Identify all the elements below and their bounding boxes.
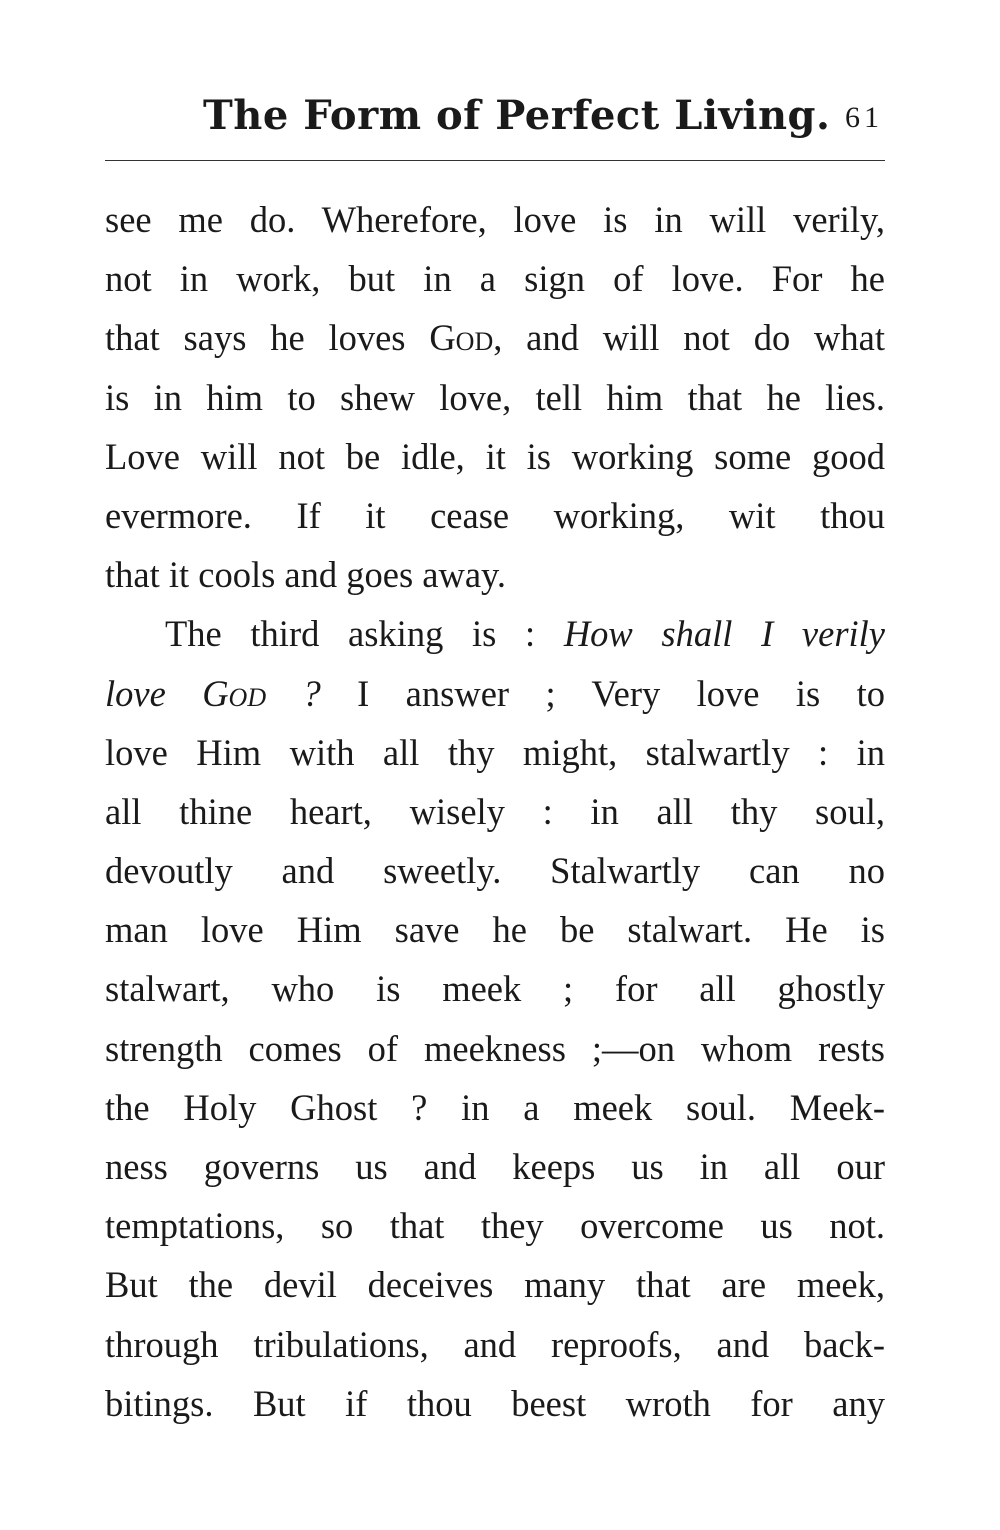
- text-line: is in him to shew love, tell him that he lies.: [105, 376, 885, 418]
- small-caps-god: God: [202, 672, 267, 714]
- italic-question: love: [105, 672, 203, 714]
- text-line: the Holy Ghost ? in a meek soul. Meek-: [105, 1086, 885, 1128]
- text-line: ness governs us and keeps us in all our: [105, 1146, 885, 1187]
- body-text: [105, 190, 885, 1433]
- text-line: bitings. But if thou beest wroth for any: [105, 1382, 885, 1424]
- text-line: stalwart, who is meek ; for all ghostly: [105, 968, 885, 1010]
- text-line: [105, 664, 885, 723]
- text-line: all thine heart, wisely : in all thy soul,: [105, 790, 885, 832]
- paragraph-start-line: [105, 604, 885, 663]
- header-rule: [105, 160, 885, 161]
- text-fragment: that says he loves: [105, 317, 430, 359]
- text-line: strength comes of meekness ;—on whom rests: [105, 1027, 885, 1069]
- text-line: not in work, but in a sign of love. For he: [105, 258, 885, 300]
- text-line: evermore. If it cease working, wit thou: [105, 494, 885, 536]
- text-line: Love will not be idle, it is working some good: [105, 435, 885, 477]
- text-line: man love Him save he be stalwart. He is: [105, 909, 885, 951]
- text-line: But the devil deceives many that are meek,: [105, 1264, 885, 1306]
- page-number: 61: [845, 101, 883, 134]
- text-line: see me do. Wherefore, love is in will verily,: [105, 199, 885, 240]
- italic-question-mark: ?: [266, 672, 321, 714]
- text-line: [105, 308, 885, 367]
- text-fragment: The third asking is :: [165, 613, 564, 655]
- small-caps-god: God: [429, 317, 494, 359]
- running-title: The Form of Perfect Living.: [203, 92, 831, 139]
- text-line: devoutly and sweetly. Stalwartly can no: [105, 850, 885, 892]
- text-line: through tribulations, and reproofs, and back-: [105, 1323, 885, 1365]
- text-fragment: , and will not do what: [493, 317, 885, 359]
- text-line: love Him with all thy might, stalwartly : in: [105, 731, 885, 773]
- paragraph-end-line: that it cools and goes away.: [105, 554, 507, 596]
- page-header: [105, 88, 885, 148]
- italic-question: How shall I verily: [563, 613, 885, 655]
- text-fragment: I answer ; Very love is to: [320, 672, 885, 714]
- text-line: temptations, so that they overcome us not.: [105, 1205, 885, 1247]
